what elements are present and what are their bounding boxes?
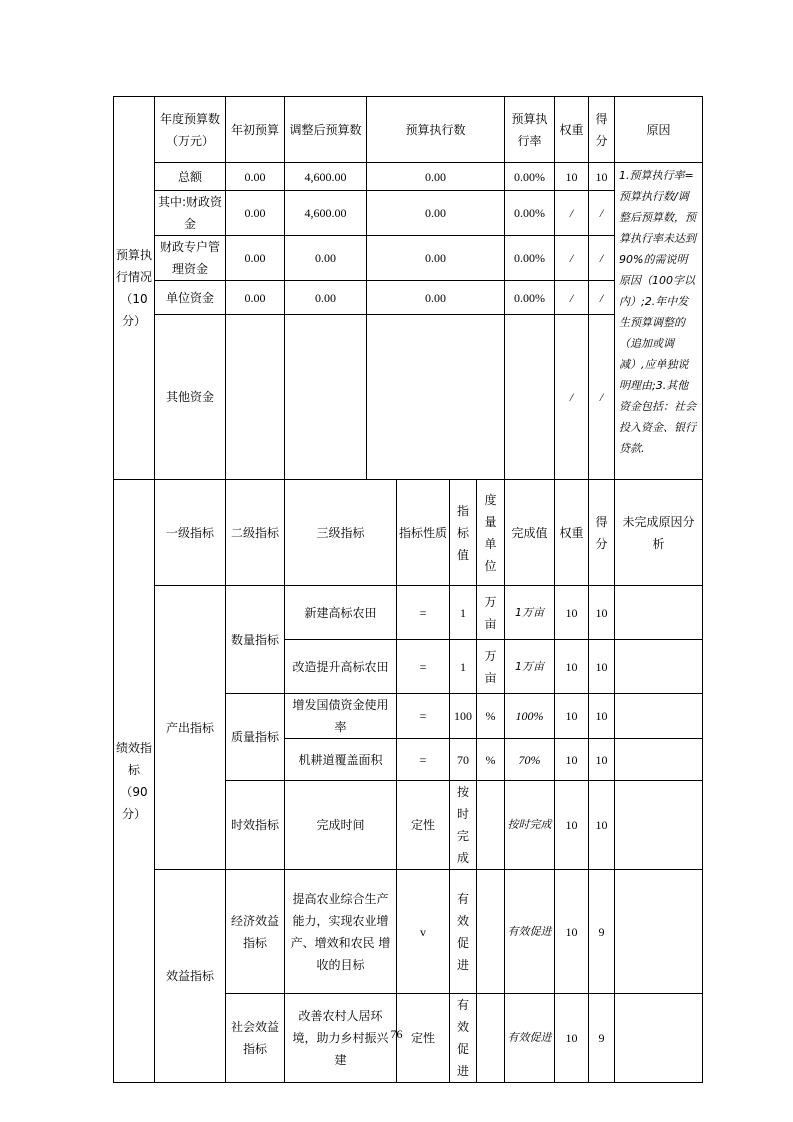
- indicator-value: 按时完成: [450, 781, 477, 870]
- performance-section-label: 绩效指标（90分）: [114, 480, 155, 1083]
- budget-score: /: [589, 236, 615, 281]
- indicator-unit: [477, 781, 505, 870]
- indicator-level3: 新建高标农田: [285, 586, 397, 640]
- performance-header-row: [114, 480, 703, 586]
- budget-header-row: [114, 97, 703, 163]
- indicator-unit: [477, 870, 505, 994]
- indicator-completion: 1万亩: [505, 640, 555, 694]
- budget-score: 10: [589, 163, 615, 191]
- indicator-level3: 机耕道覆盖面积: [285, 739, 397, 781]
- header-value: 指标值: [450, 480, 477, 586]
- indicator-value: 70: [450, 739, 477, 781]
- budget-section-label: 预算执行情况（10分）: [114, 97, 155, 480]
- indicator-value: 有效促进: [450, 870, 477, 994]
- indicator-level3: 完成时间: [285, 781, 397, 870]
- budget-initial: 0.00: [226, 163, 285, 191]
- budget-row: [114, 236, 703, 281]
- budget-adjusted: [285, 315, 367, 480]
- header-completion: 完成值: [505, 480, 555, 586]
- header-score: 得分: [589, 97, 615, 163]
- indicator-unit: 万亩: [477, 640, 505, 694]
- quality-label: 质量指标: [226, 694, 285, 781]
- budget-score: /: [589, 191, 615, 236]
- indicator-completion: 有效促进: [505, 994, 555, 1083]
- budget-executed: 0.00: [367, 163, 505, 191]
- indicator-reason: [615, 739, 703, 781]
- budget-initial: 0.00: [226, 281, 285, 315]
- indicator-level3: 改造提升高标农田: [285, 640, 397, 694]
- indicator-score: 10: [589, 640, 615, 694]
- header-rate: 预算执行率: [505, 97, 555, 163]
- budget-executed: 0.00: [367, 281, 505, 315]
- budget-executed: 0.00: [367, 236, 505, 281]
- indicator-score: 9: [589, 870, 615, 994]
- indicator-weight: 10: [555, 586, 589, 640]
- header-perf-reason: 未完成原因分析: [615, 480, 703, 586]
- budget-row: [114, 191, 703, 236]
- indicator-score: 10: [589, 694, 615, 739]
- indicator-completion: 按时完成: [505, 781, 555, 870]
- indicator-weight: 10: [555, 994, 589, 1083]
- budget-adjusted: 4,600.00: [285, 191, 367, 236]
- budget-row-label: 财政专户管理资金: [155, 236, 226, 281]
- budget-weight: 10: [555, 163, 589, 191]
- budget-row-label: 其中:财政资金: [155, 191, 226, 236]
- header-weight: 权重: [555, 97, 589, 163]
- budget-executed: 0.00: [367, 191, 505, 236]
- budget-weight: /: [555, 281, 589, 315]
- benefit-level1-label: 效益指标: [155, 870, 226, 1083]
- indicator-nature: =: [397, 640, 450, 694]
- indicator-level2: 经济效益指标: [226, 870, 285, 994]
- indicator-level2: 社会效益指标: [226, 994, 285, 1083]
- header-level2: 二级指标: [226, 480, 285, 586]
- indicator-score: 9: [589, 994, 615, 1083]
- timeliness-label: 时效指标: [226, 781, 285, 870]
- header-perf-score: 得分: [589, 480, 615, 586]
- indicator-value: 1: [450, 640, 477, 694]
- quantity-label: 数量指标: [226, 586, 285, 694]
- indicator-completion: 有效促进: [505, 870, 555, 994]
- budget-initial: 0.00: [226, 236, 285, 281]
- budget-reason-text: 1.预算执行率=预算执行数/调整后预算数，预算执行率未达到90%的需说明原因（100字以内）;2.年中发生预算调整的（追加或调减）,应单独说明理由;3.其他资金包括：社会投入资金、银行贷款.: [615, 163, 703, 480]
- budget-executed: [367, 315, 505, 480]
- indicator-nature: =: [397, 694, 450, 739]
- indicator-nature: =: [397, 586, 450, 640]
- budget-row-label: 总额: [155, 163, 226, 191]
- performance-table: [113, 96, 703, 1083]
- indicator-completion: 70%: [505, 739, 555, 781]
- budget-adjusted: 0.00: [285, 236, 367, 281]
- budget-score: /: [589, 281, 615, 315]
- budget-rate: 0.00%: [505, 191, 555, 236]
- budget-rate: 0.00%: [505, 281, 555, 315]
- indicator-nature: =: [397, 739, 450, 781]
- budget-rate: [505, 315, 555, 480]
- header-level3: 三级指标: [285, 480, 397, 586]
- header-unit: 度量单位: [477, 480, 505, 586]
- indicator-completion: 100%: [505, 694, 555, 739]
- header-executed: 预算执行数: [367, 97, 505, 163]
- indicator-nature: 定性: [397, 781, 450, 870]
- indicator-weight: 10: [555, 739, 589, 781]
- budget-score: /: [589, 315, 615, 480]
- indicator-row: [114, 870, 703, 994]
- budget-weight: /: [555, 315, 589, 480]
- indicator-row: [114, 586, 703, 640]
- indicator-level3: 提高农业综合生产能力，实现农业增产、增效和农民 增收的目标: [285, 870, 397, 994]
- budget-adjusted: 0.00: [285, 281, 367, 315]
- indicator-reason: [615, 640, 703, 694]
- indicator-level3: 改善农村人居环境，助力乡村振兴建: [285, 994, 397, 1083]
- budget-rate: 0.00%: [505, 236, 555, 281]
- header-annual-budget: 年度预算数（万元）: [155, 97, 226, 163]
- output-level1-label: 产出指标: [155, 586, 226, 870]
- indicator-value: 1: [450, 586, 477, 640]
- indicator-unit: %: [477, 739, 505, 781]
- indicator-value: 100: [450, 694, 477, 739]
- budget-row-label: 单位资金: [155, 281, 226, 315]
- indicator-unit: 万亩: [477, 586, 505, 640]
- budget-row: [114, 163, 703, 191]
- budget-weight: /: [555, 191, 589, 236]
- indicator-nature: 定性: [397, 994, 450, 1083]
- indicator-unit: %: [477, 694, 505, 739]
- header-reason: 原因: [615, 97, 703, 163]
- header-nature: 指标性质: [397, 480, 450, 586]
- indicator-reason: [615, 870, 703, 994]
- header-adjusted-budget: 调整后预算数: [285, 97, 367, 163]
- budget-initial: [226, 315, 285, 480]
- indicator-value: 有效促进: [450, 994, 477, 1083]
- indicator-weight: 10: [555, 781, 589, 870]
- budget-initial: 0.00: [226, 191, 285, 236]
- budget-row: [114, 315, 703, 480]
- indicator-weight: 10: [555, 870, 589, 994]
- budget-row-label: 其他资金: [155, 315, 226, 480]
- header-level1: 一级指标: [155, 480, 226, 586]
- header-initial-budget: 年初预算: [226, 97, 285, 163]
- indicator-nature: v: [397, 870, 450, 994]
- header-perf-weight: 权重: [555, 480, 589, 586]
- indicator-reason: [615, 586, 703, 640]
- page-number: 76: [390, 1027, 403, 1041]
- indicator-level3: 增发国债资金使用率: [285, 694, 397, 739]
- indicator-reason: [615, 694, 703, 739]
- indicator-score: 10: [589, 586, 615, 640]
- indicator-score: 10: [589, 781, 615, 870]
- indicator-completion: 1万亩: [505, 586, 555, 640]
- indicator-score: 10: [589, 739, 615, 781]
- budget-rate: 0.00%: [505, 163, 555, 191]
- budget-adjusted: 4,600.00: [285, 163, 367, 191]
- budget-weight: /: [555, 236, 589, 281]
- indicator-reason: [615, 781, 703, 870]
- budget-row: [114, 281, 703, 315]
- indicator-weight: 10: [555, 640, 589, 694]
- indicator-weight: 10: [555, 694, 589, 739]
